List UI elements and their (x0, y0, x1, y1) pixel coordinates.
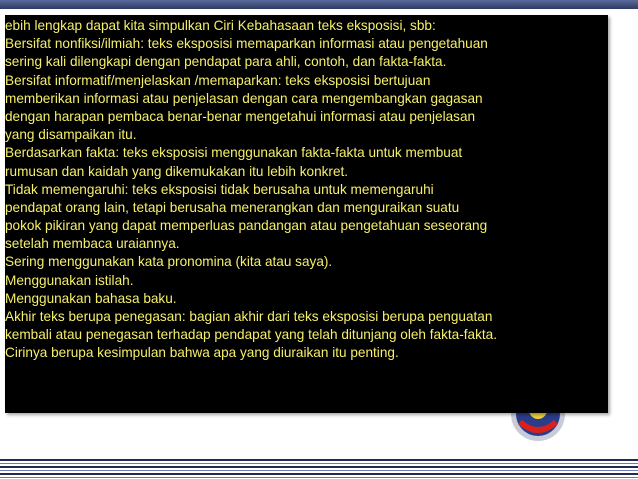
text-line: kembali atau penegasan terhadap pendapat yang telah ditunjang oleh fakta-fakta. (5, 327, 498, 343)
top-decorative-bar (0, 0, 638, 9)
text-line: yang disampaikan itu. (5, 127, 137, 143)
text-line: pokok pikiran yang dapat memperluas pandangan atau pengetahuan seseorang (5, 218, 488, 234)
text-line: rumusan dan kaidah yang dikemukakan itu lebih konkret. (5, 163, 349, 179)
slide-text-panel (5, 15, 608, 413)
text-line: Sering menggunakan kata pronomina (kita atau saya). (5, 254, 333, 270)
text-line: Tidak memengaruhi: teks eksposisi tidak berusaha untuk memengaruhi (5, 181, 434, 197)
slide-text-lines (5, 17, 608, 363)
text-line: setelah membaca uraiannya. (5, 236, 180, 252)
text-line: Berdasarkan fakta: teks eksposisi menggunakan fakta-fakta untuk membuat (5, 145, 463, 161)
text-line: ebih lengkap dapat kita simpulkan Ciri Kebahasaan teks eksposisi, sbb: (5, 18, 436, 33)
text-line: sering kali dilengkapi dengan pendapat para ahli, contoh, dan fakta-fakta. (5, 54, 447, 70)
text-line: dengan harapan pembaca benar-benar mengetahui informasi atau penjelasan (5, 108, 476, 124)
text-line: Bersifat nonfiksi/ilmiah: teks eksposisi memaparkan informasi atau pengetahuan (5, 36, 488, 52)
text-line: Menggunakan bahasa baku. (5, 290, 177, 306)
bottom-decorative-stripes (0, 455, 638, 479)
text-line: Akhir teks berupa penegasan: bagian akhir dari teks eksposisi berupa penguatan (5, 309, 493, 324)
text-line: Menggunakan istilah. (5, 272, 134, 288)
text-line: pendapat orang lain, tetapi berusaha menerangkan dan menguraikan suatu (5, 199, 460, 215)
text-line: Bersifat informatif/menjelaskan /memaparkan: teks eksposisi bertujuan (5, 72, 431, 88)
text-line: Cirinya berupa kesimpulan bahwa apa yang diuraikan itu penting. (5, 345, 399, 361)
text-line: memberikan informasi atau penjelasan dengan cara mengembangkan gagasan (5, 90, 483, 106)
